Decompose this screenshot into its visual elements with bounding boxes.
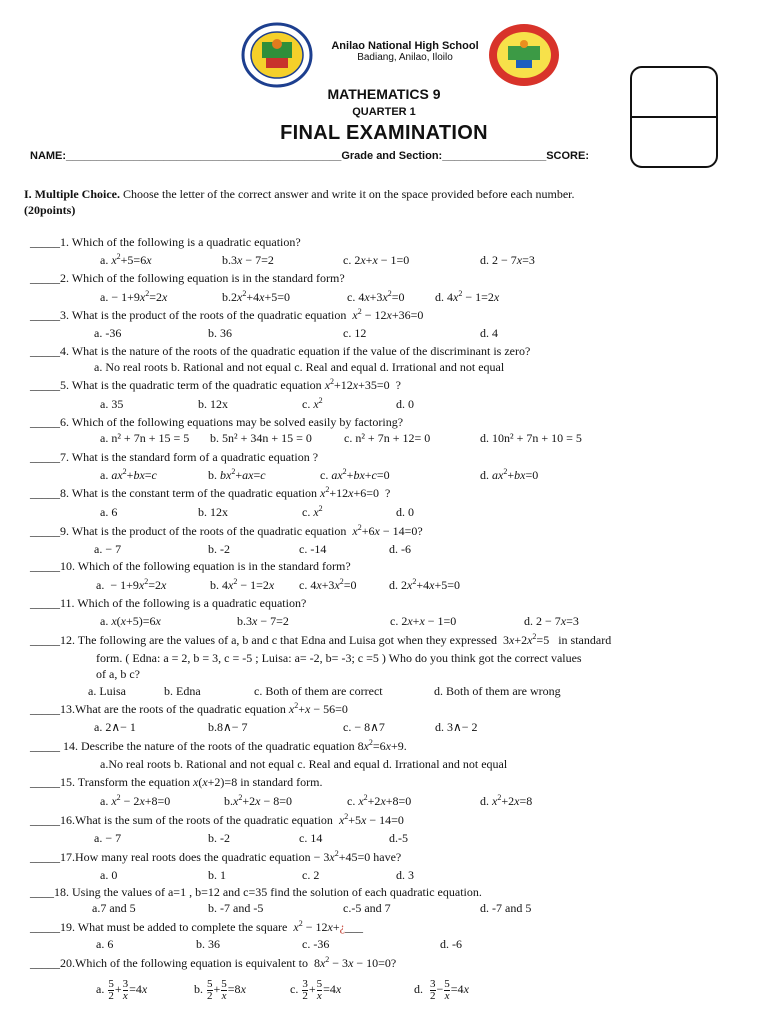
q15-option-a: a. $x^2 - 2x+8=0$ — [100, 793, 171, 808]
instructions-text: Choose the letter of the correct answer and write it on the space provided before each number. — [120, 187, 575, 201]
q9-text: _____9. What is the product of the roots of the quadratic equation — [30, 524, 347, 538]
q5-option-d: d. 0 — [396, 397, 414, 411]
q10-option-c: c. $4x+3x^2=0$ — [299, 577, 357, 592]
q5-option-b: b. 12x — [198, 397, 228, 411]
q16-option-b: b. -2 — [208, 831, 230, 845]
q20-option-d-label: d. — [414, 982, 423, 996]
q17-option-a: a. 0 — [100, 868, 118, 882]
q11-option-b: b.3x − 7=2 — [237, 614, 289, 628]
q6-option-b: b. 5n² + 34n + 15 = 0 — [210, 431, 312, 445]
q16-text: _____16.What is the sum of the roots of the quadratic equation — [30, 813, 333, 827]
q3-text: _____3. What is the product of the roots of the quadratic equation — [30, 308, 347, 322]
q12-text-b: in standard — [558, 633, 612, 647]
q11-option-d: d. 2 − 7x=3 — [524, 614, 579, 628]
q15-option-d: d. $x^2+2x=8$ — [480, 793, 533, 808]
q2-option-d: d. $4x^2 - 1=2x$ — [435, 289, 500, 304]
q17-option-b: b. 1 — [208, 868, 226, 882]
q20-option-b-label: b. — [194, 982, 203, 996]
q3-option-a: a. -36 — [94, 326, 122, 340]
q7-option-c: c. $ax^2+bx+c=0$ — [320, 467, 390, 482]
q17-text-b: have? — [373, 850, 402, 864]
q16-option-a: a. − 7 — [94, 831, 122, 845]
q4-options: a. No real roots b. Rational and not equal c. Real and equal d. Irrational and not equal — [94, 360, 505, 374]
q10-option-a: a. − $1+9x^2=2x$ — [96, 577, 167, 592]
q19-option-c: c. -36 — [302, 937, 330, 951]
q16-option-c: c. 14 — [299, 831, 323, 845]
q7-option-b: b. $bx^2+ax=c$ — [208, 467, 266, 482]
q5-option-c: c. $x^2$ — [302, 396, 323, 411]
q1-option-d: d. 2 − 7x=3 — [480, 253, 535, 267]
school-name: Anilao National High School — [331, 40, 479, 52]
subject-title: MATHEMATICS 9 — [327, 86, 441, 102]
question-19: _____19. What must be added to complete the square $x^2$ − 12x+¿___ — [30, 919, 363, 934]
q5-option-a: a. 35 — [100, 397, 124, 411]
name-row: NAME:_____________________________________________Grade and Section:_________________SCORE: — [30, 150, 589, 162]
question-2: _____2. Which of the following equation is in the standard form? — [30, 271, 345, 285]
q20-option-d: d. $\frac{3}{2}$ − $\frac{5}{x}$ =4x — [414, 977, 469, 1002]
question-12: _____12. The following are the values of a, b and c that Edna and Luisa got when they expressed $3x+2x^2=5$ in standard — [30, 632, 612, 647]
q14-text: _____ 14. Describe the nature of the roots of the quadratic equation — [30, 739, 355, 753]
q5-text: _____5. What is the quadratic term of the quadratic equation — [30, 378, 322, 392]
q12-text: _____12. The following are the values of a, b and c that Edna and Luisa got when they expressed — [30, 633, 497, 647]
q1-option-b: b.3x − 7=2 — [222, 253, 274, 267]
q7-option-d: d. $ax^2+bx=0$ — [480, 467, 539, 482]
q1-option-c: c. 2x+x − 1=0 — [343, 253, 410, 267]
q15-option-c: c. $x^2+2x+8=0$ — [347, 793, 412, 808]
q17-option-c: c. 2 — [302, 868, 320, 882]
q18-option-b: b. -7 and -5 — [208, 901, 264, 915]
instructions-points: (20points) — [24, 203, 76, 217]
question-1: _____1. Which of the following is a quadratic equation? — [30, 235, 301, 249]
q12-option-c: c. Both of them are correct — [254, 684, 383, 698]
q13-option-c: c. − 8∧7 — [343, 720, 385, 734]
q3-option-c: c. 12 — [343, 326, 367, 340]
school-block — [322, 40, 488, 63]
q8-option-b: b. 12x — [198, 505, 228, 519]
q20-option-a-label: a. — [96, 982, 105, 996]
q19-option-a: a. 6 — [96, 937, 114, 951]
q7-option-a: a. $ax^2+bx=c$ — [100, 467, 157, 482]
q8-option-c: c. $x^2$ — [302, 504, 323, 519]
q2-option-c: c. $4x+3x^2=0$ — [347, 289, 405, 304]
q8-option-a: a. 6 — [100, 505, 118, 519]
q17-text: _____17.How many real roots does the quadratic equation — [30, 850, 311, 864]
q17-option-d: d. 3 — [396, 868, 414, 882]
q12-line-3: of a, b c? — [96, 667, 140, 681]
question-8: _____8. What is the constant term of the quadratic equation $x^2+12x+6=0$ ? — [30, 485, 391, 500]
school-logo — [486, 22, 562, 88]
q19-option-b: b. 36 — [196, 937, 220, 951]
question-7: _____7. What is the standard form of a quadratic equation ? — [30, 450, 319, 464]
q11-option-c: c. 2x+x − 1=0 — [390, 614, 457, 628]
quarter-title: QUARTER 1 — [352, 106, 416, 118]
q18-option-a: a.7 and 5 — [92, 901, 136, 915]
question-17: _____17.How many real roots does the quadratic equation − $3x^2+45=0$ have? — [30, 849, 402, 864]
question-13: _____13.What are the roots of the quadratic equation $x^2+x - 56=0$ — [30, 701, 348, 716]
question-11: _____11. Which of the following is a quadratic equation? — [30, 596, 307, 610]
q8-text: _____8. What is the constant term of the quadratic equation — [30, 486, 318, 500]
q18-option-c: c.-5 and 7 — [343, 901, 391, 915]
q12-option-a: a. Luisa — [88, 684, 126, 698]
q15-text-b: in standard form. — [240, 775, 323, 789]
school-seal-logo — [240, 22, 314, 88]
q6-option-d: d. 10n² + 7n + 10 = 5 — [480, 431, 582, 445]
q10-option-b: b. $4x^2 - 1=2x$ — [210, 577, 275, 592]
question-14: _____ 14. Describe the nature of the roots of the quadratic equation $8x^2=6x+9$. — [30, 738, 407, 753]
q6-option-a: a. n² + 7n + 15 = 5 — [100, 431, 190, 445]
q12-option-b: b. Edna — [164, 684, 201, 698]
question-16: _____16.What is the sum of the roots of the quadratic equation $x^2+5x - 14=0$ — [30, 812, 404, 827]
q14-options: a.No real roots b. Rational and not equal c. Real and equal d. Irrational and not equal — [100, 757, 508, 771]
question-15: _____15. Transform the equation x(x+2)=8 in standard form. — [30, 775, 323, 789]
question-9: _____9. What is the product of the roots of the quadratic equation $x^2+6x - 14=0$? — [30, 523, 423, 538]
q2-option-b: $b.2x^2+4x+5=0$ — [222, 289, 290, 304]
question-10: _____10. Which of the following equation is in the standard form? — [30, 559, 351, 573]
q20-option-a: a. $\frac{5}{2}$ + $\frac{3}{x}$ =4x — [96, 977, 148, 1002]
q15-text: _____15. Transform the equation — [30, 775, 190, 789]
q9-option-d: d. -6 — [389, 542, 411, 556]
q20-option-b: b. $\frac{5}{2}$ + $\frac{5}{x}$ =8x — [194, 977, 246, 1002]
q16-option-d: d.-5 — [389, 831, 408, 845]
q20-option-c-label: c. — [290, 982, 299, 996]
question-18: ____18. Using the values of a=1 , b=12 and c=35 find the solution of each quadratic equation. — [30, 885, 482, 899]
q19-text: _____19. What must be added to complete the square — [30, 920, 288, 934]
q8-option-c-label: c. — [302, 505, 311, 519]
school-address: Badiang, Anilao, Iloilo — [357, 52, 453, 63]
q19-option-d: d. -6 — [440, 937, 462, 951]
q6-option-c: c. n² + 7n + 12= 0 — [344, 431, 431, 445]
question-4: _____4. What is the nature of the roots of the quadratic equation if the value of the discriminant is zero? — [30, 344, 531, 358]
q13-option-d: d. 3∧− 2 — [435, 720, 478, 734]
q12-option-d: d. Both of them are wrong — [434, 684, 561, 698]
question-6: _____6. Which of the following equations may be solved easily by factoring? — [30, 415, 404, 429]
q9-option-a: a. − 7 — [94, 542, 122, 556]
q12-line-2: form. ( Edna: a = 2, b = 3, c = -5 ; Luisa: a= -2, b= -3; c =5 ) Who do you think got the correct values — [96, 651, 582, 665]
q13-option-a: a. 2∧− 1 — [94, 720, 136, 734]
q5-option-c-label: c. — [302, 397, 311, 411]
q2-option-a: a. − $1+9x^2=2x$ — [100, 289, 168, 304]
q13-option-b: b.8∧− 7 — [208, 720, 248, 734]
exam-title: FINAL EXAMINATION — [280, 122, 488, 144]
q9-option-b: b. -2 — [208, 542, 230, 556]
question-3: _____3. What is the product of the roots of the quadratic equation $x^2 - 12x+36=0$ — [30, 307, 424, 322]
question-5: _____5. What is the quadratic term of the quadratic equation $x^2+12x+35=0$ ? — [30, 377, 401, 392]
score-box — [630, 66, 718, 168]
instructions — [24, 186, 744, 218]
q10-option-d: d. $2x^2+4x+5=0$ — [389, 577, 460, 592]
question-20: _____20.Which of the following equation is equivalent to $8x^2 - 3x - 10=0$? — [30, 955, 397, 970]
q1-option-a: a. $x^2+5=6x$ — [100, 252, 152, 267]
q11-option-a: a. x(x+5)=6x — [100, 614, 161, 628]
q3-option-d: d. 4 — [480, 326, 498, 340]
q9-option-c: c. -14 — [299, 542, 327, 556]
q8-option-d: d. 0 — [396, 505, 414, 519]
q13-text: _____13.What are the roots of the quadratic equation — [30, 702, 286, 716]
q15-option-b: $b.x^2+2x - 8=0$ — [224, 793, 292, 808]
q20-option-c: c. $\frac{3}{2}$ + $\frac{5}{x}$ =4x — [290, 977, 342, 1002]
q18-option-d: d. -7 and 5 — [480, 901, 532, 915]
q20-text: _____20.Which of the following equation is equivalent to — [30, 956, 308, 970]
instructions-lead: I. Multiple Choice. — [24, 187, 120, 201]
q3-option-b: b. 36 — [208, 326, 232, 340]
